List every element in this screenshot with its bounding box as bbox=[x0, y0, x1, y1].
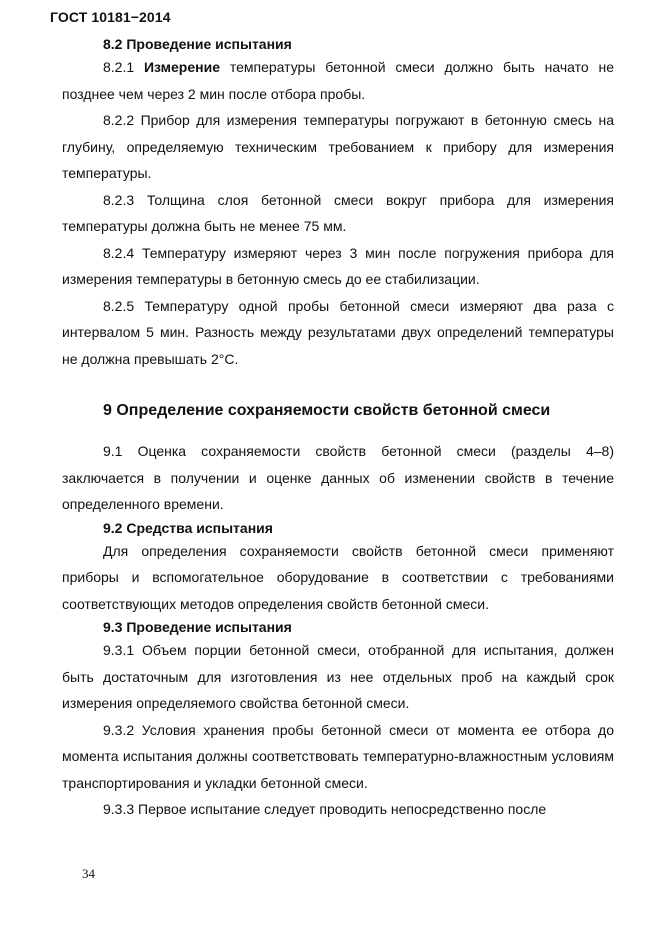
subsection-heading-9-3: 9.3 Проведение испытания bbox=[103, 619, 292, 635]
paragraph-text: температуры бетонной смеси должно быть начато не позднее чем через 2 мин после отбора пробы. bbox=[62, 59, 614, 102]
page-number: 34 bbox=[82, 866, 95, 881]
paragraph-8-2-4: 8.2.4 Температуру измеряют через 3 мин после погружения прибора для измерения температуры в бетонную смесь до ее стабилизации. bbox=[62, 244, 614, 287]
subsection-heading-8-2: 8.2 Проведение испытания bbox=[103, 36, 292, 52]
document-body bbox=[62, 34, 614, 823]
paragraph-9-1: 9.1 Оценка сохраняемости свойств бетонной смеси (разделы 4–8) заключается в получении и оценке данных об изменении свойств в течение определенного времени. bbox=[62, 443, 614, 512]
bold-term: Измерение bbox=[143, 59, 220, 75]
section-heading-9: 9 Определение сохраняемости свойств бетонной смеси bbox=[103, 402, 551, 419]
paragraph-8-2-5: 8.2.5 Температуру одной пробы бетонной смеси измеряют два раза с интервалом 5 мин. Разность между результатами двух определений температуры не должна превышать 2°С. bbox=[62, 297, 614, 367]
document-header: ГОСТ 10181−2014 bbox=[50, 9, 171, 25]
paragraph-9-3-1: 9.3.1 Объем порции бетонной смеси, отобранной для испытания, должен быть достаточным для изготовления из нее отдельных проб на каждый срок измерения определяемого свойства бетонной смеси. bbox=[62, 642, 614, 711]
subsection-heading-9-2: 9.2 Средства испытания bbox=[103, 519, 273, 536]
paragraph-9-2: Для определения сохраняемости свойств бетонной смеси применяют приборы и вспомогательное оборудование в соответствии с требованиями соответствующих методов определения свойств бетонной смеси. bbox=[62, 542, 614, 612]
paragraph-8-2-1 bbox=[62, 54, 614, 107]
paragraph-8-2-3: 8.2.3 Толщина слоя бетонной смеси вокруг прибора для измерения температуры должна быть не менее 75 мм. bbox=[62, 191, 614, 234]
paragraph-8-2-2: 8.2.2 Прибор для измерения температуры погружают в бетонную смесь на глубину, определяемую техническим требованием к прибору для измерения температуры. bbox=[62, 112, 614, 181]
paragraph-9-3-3: 9.3.3 Первое испытание следует проводить непосредственно после bbox=[103, 801, 547, 817]
clause-number: 8.2.1 bbox=[103, 59, 135, 75]
paragraph-9-3-2: 9.3.2 Условия хранения пробы бетонной смеси от момента ее отбора до момента испытания должны соответствовать температурно-влажностным условиям транспортирования и укладки бетонной смеси. bbox=[62, 721, 614, 791]
